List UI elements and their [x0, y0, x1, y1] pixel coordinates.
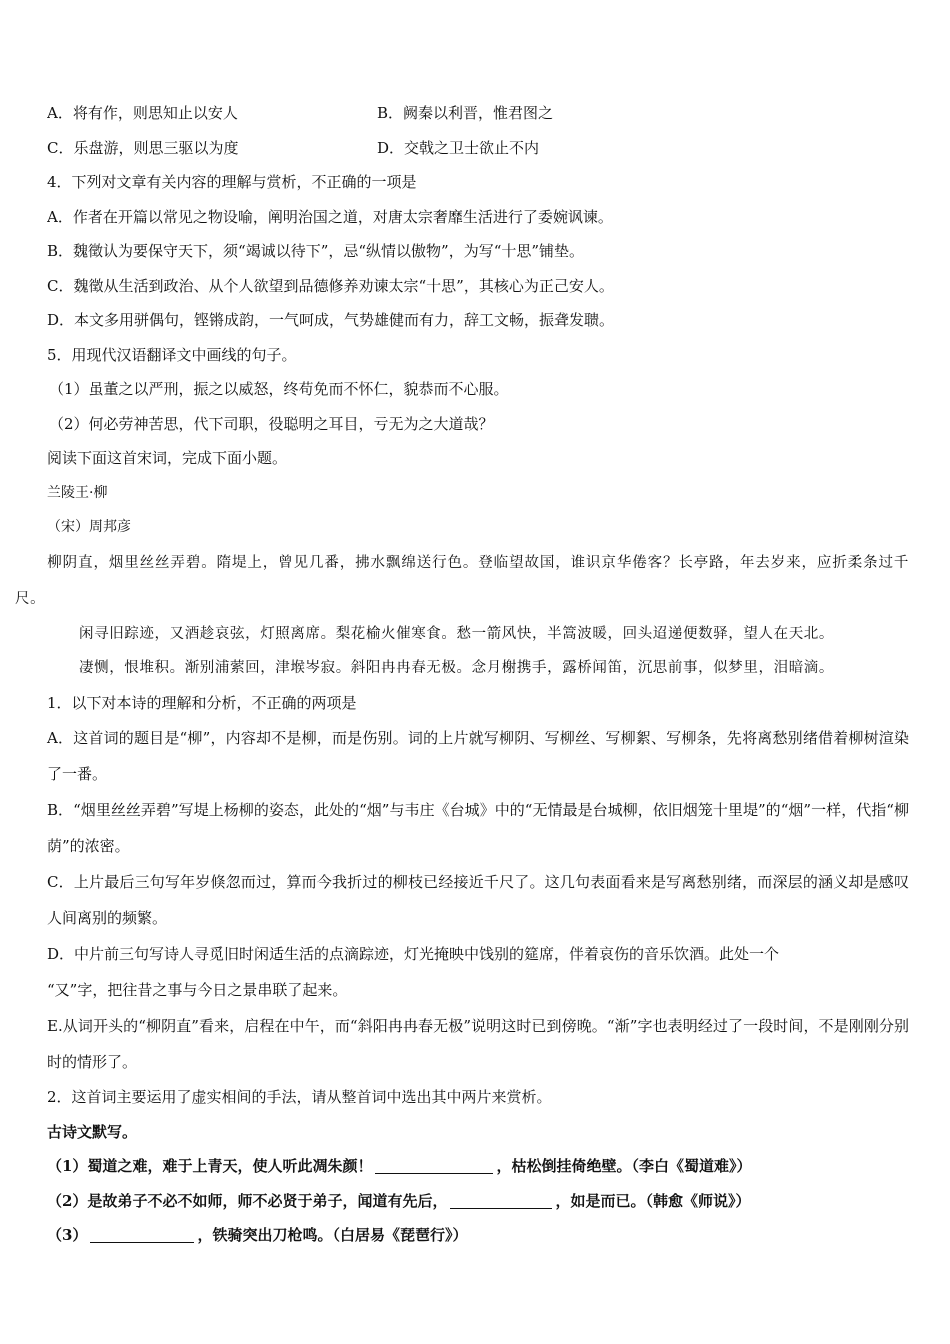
answer-blank-1[interactable]	[375, 1155, 493, 1174]
q4-stem: 4．下列对文章有关内容的理解与赏析，不正确的一项是	[47, 173, 417, 191]
poem-author: （宋）周邦彦	[47, 519, 131, 535]
q4-option-c[interactable]: C．魏徵从生活到政治、从个人欲望到品德修养劝谏太宗“十思”，其核心为正己安人。	[47, 276, 614, 295]
answer-blank-3[interactable]	[90, 1224, 194, 1243]
poem-stanza-3: 凄恻，恨堆积。渐别浦萦回，津堠岑寂。斜阳冉冉春无极。念月榭携手，露桥闻笛，沉思前事，似梦里，泪暗滴。	[79, 660, 834, 676]
poem-stanza-2: 闲寻旧踪迹，又酒趁哀弦，灯照离席。梨花榆火催寒食。愁一箭风快，半篙波暖，回头迢递便数驿，望人在天北。	[79, 625, 834, 642]
poem-q1-option-c[interactable]: C．上片最后三句写年岁倏忽而过，算而今我折过的柳枝已经接近千尺了。这几句表面看来是写离愁别绪，而深层的涵义却是感叹人间离别的频繁。	[47, 873, 909, 927]
option-d[interactable]: D．交戟之卫士欲止不内	[377, 138, 540, 157]
document-page	[15, 96, 909, 1253]
poem-intro: 阅读下面这首宋词，完成下面小题。	[47, 449, 288, 467]
q3-options-row-2	[47, 131, 909, 166]
poem-q1-option-b[interactable]: B．“烟里丝丝弄碧”写堤上杨柳的姿态，此处的“烟”与韦庄《台城》中的“无情最是台城柳，依旧烟笼十里堤”的“烟”一样，代指“柳荫”的浓密。	[47, 801, 909, 855]
option-a[interactable]: A．将有作，则思知止以安人	[47, 104, 238, 122]
dictation-item-2	[47, 1184, 909, 1219]
poem-stanza-1-text: 柳阴直，烟里丝丝弄碧。隋堤上，曾见几番，拂水飘绵送行色。登临望故国，谁识京华倦客？长亭路，年去岁来，应折柔条过千尺。	[15, 554, 909, 607]
q5-sentence-1: （1）虽董之以严刑，振之以威怒，终苟免而不怀仁，貌恭而不心服。	[49, 380, 509, 398]
poem-q1-option-d-line2[interactable]: “又”字，把往昔之事与今日之景串联了起来。	[47, 981, 348, 999]
q4-option-d[interactable]: D．本文多用骈偶句，铿锵成韵，一气呵成，气势雄健而有力，辞工文畅，振聋发聩。	[47, 311, 615, 329]
poem-q1-option-d-line1[interactable]: D．中片前三句写诗人寻觅旧时闲适生活的点滴踪迹，灯光掩映中饯别的筵席，伴着哀伤的音乐饮酒。此处一个	[47, 945, 780, 963]
q5-sentence-2: （2）何必劳神苦思，代下司职，役聪明之耳目，亏无为之大道哉？	[49, 414, 494, 433]
option-b[interactable]: B．阙秦以利晋，惟君图之	[377, 104, 554, 122]
dictation-title: 古诗文默写。	[47, 1122, 138, 1141]
q5-stem: 5．用现代汉语翻译文中画线的句子。	[47, 345, 297, 364]
answer-blank-2[interactable]	[450, 1190, 552, 1209]
q3-options-row-1	[47, 96, 909, 131]
poem-q1-stem: 1．以下对本诗的理解和分析，不正确的两项是	[47, 693, 357, 712]
poem-stanza-1	[15, 545, 909, 617]
poem-q2-stem: 2．这首词主要运用了虚实相间的手法，请从整首词中选出其中两片来赏析。	[47, 1088, 552, 1106]
q4-option-b[interactable]: B．魏徵认为要保守天下，须“竭诚以待下”，忌“纵情以傲物”，为写“十思”铺垫。	[47, 242, 585, 260]
poem-q1-option-a[interactable]: A．这首词的题目是“柳”，内容却不是柳，而是伤别。词的上片就写柳阴、写柳丝、写柳絮、写柳条，先将离愁别绪借着柳树渲染了一番。	[47, 729, 909, 783]
poem-q1-option-e[interactable]: E.从词开头的“柳阴直”看来，启程在中午，而“斜阳冉冉春无极”说明这时已到傍晚。“渐”字也表明经过了一段时间，不是刚刚分别时的情形了。	[47, 1017, 909, 1071]
dictation-item-3-pre: （3）	[47, 1226, 88, 1244]
dictation-item-3-post: ，铁骑突出刀枪鸣。（白居易《琵琶行》）	[197, 1226, 468, 1244]
option-c[interactable]: C．乐盘游，则思三驱以为度	[47, 138, 239, 157]
dictation-item-2-post: ，如是而已。（韩愈《师说》）	[555, 1191, 751, 1210]
dictation-item-1	[47, 1149, 909, 1184]
dictation-item-3	[47, 1218, 909, 1253]
q4-option-a[interactable]: A．作者在开篇以常见之物设喻，阐明治国之道，对唐太宗奢靡生活进行了委婉讽谏。	[47, 207, 613, 226]
poem-title: 兰陵王·柳	[47, 484, 108, 501]
dictation-item-1-pre: （1）蜀道之难，难于上青天，使人听此凋朱颜！	[47, 1157, 373, 1175]
dictation-item-2-pre: （2）是故弟子不必不如师，师不必贤于弟子，闻道有先后，	[47, 1191, 448, 1210]
dictation-item-1-post: ，枯松倒挂倚绝壁。（李白《蜀道难》）	[496, 1157, 752, 1175]
